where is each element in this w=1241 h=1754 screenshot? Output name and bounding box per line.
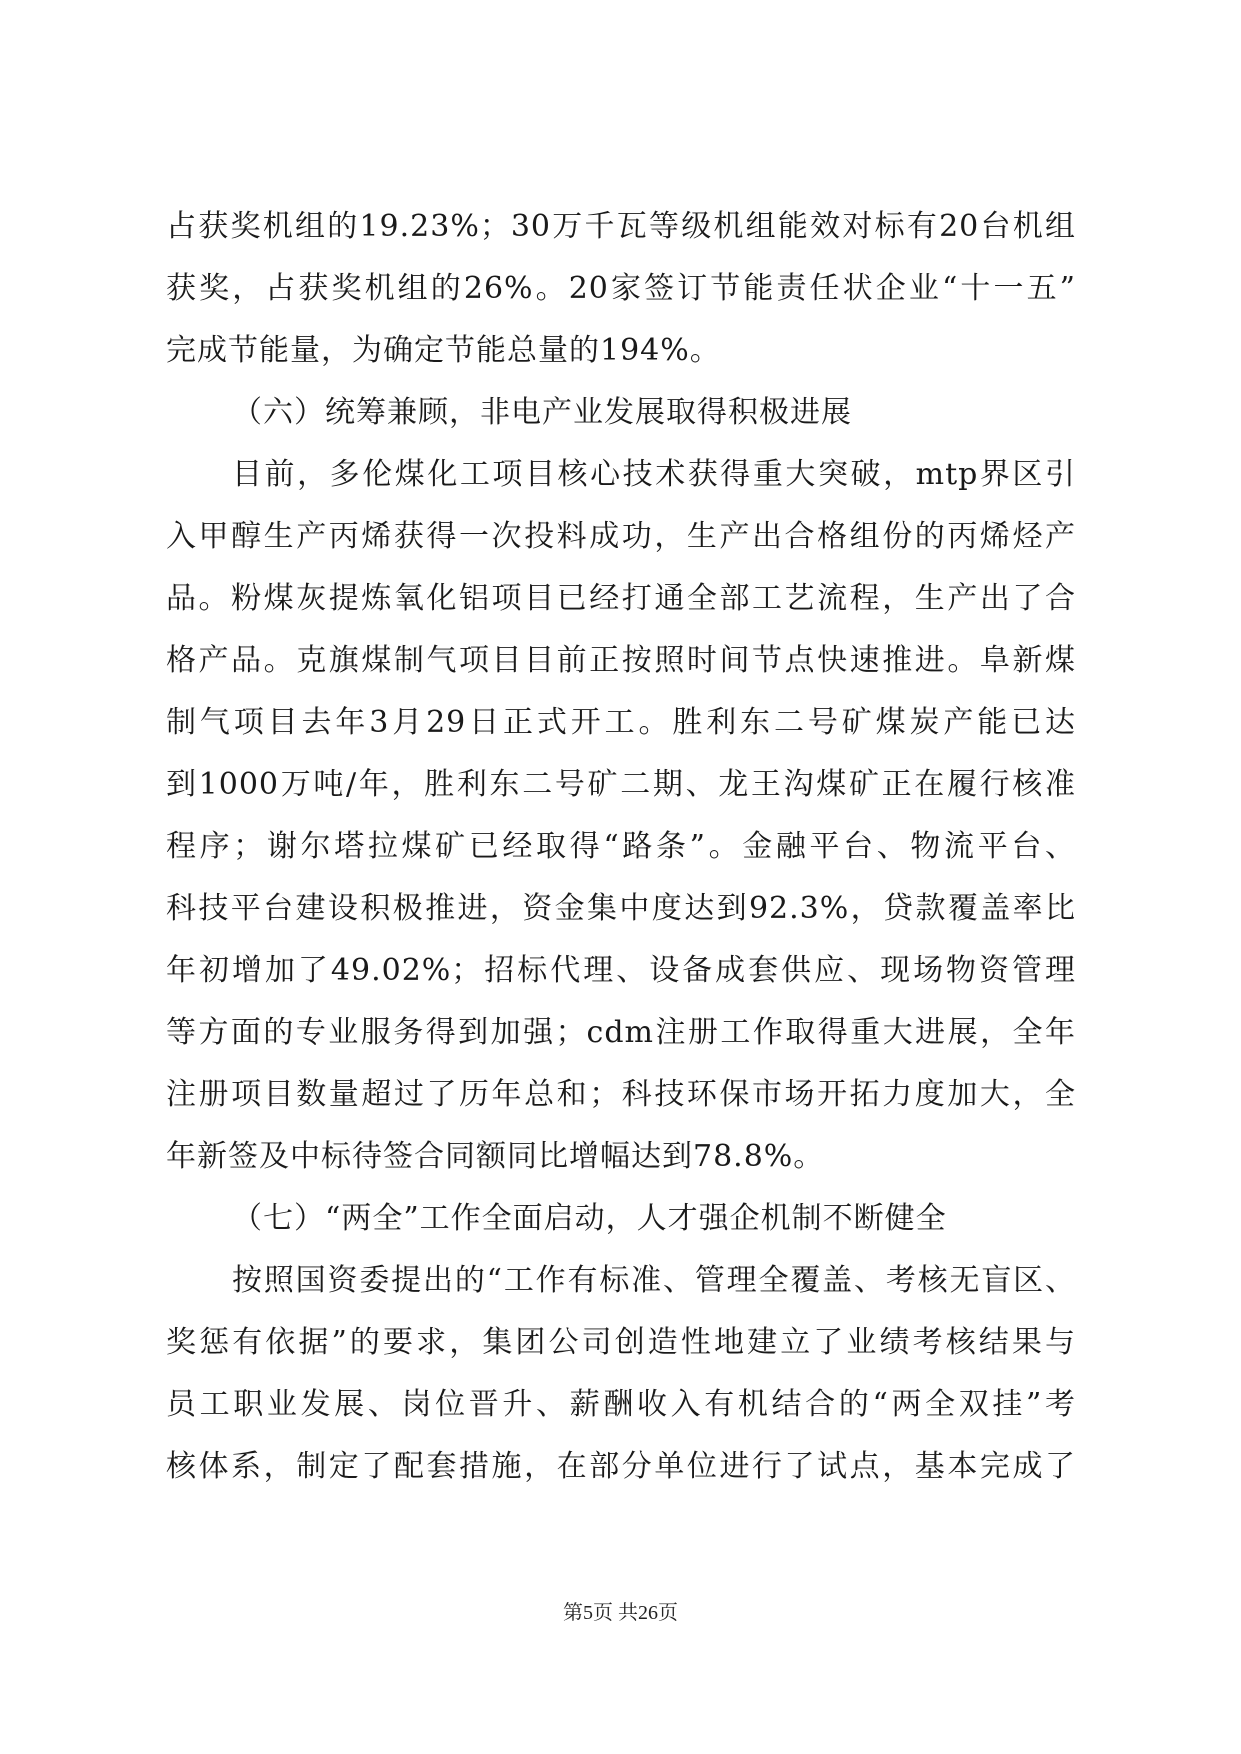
paragraph-line-7: 品。粉煤灰提炼氧化铝项目已经打通全部工艺流程，生产出了合 bbox=[166, 581, 1076, 616]
paragraph-line-21: 核体系，制定了配套措施，在部分单位进行了试点，基本完成了 bbox=[166, 1449, 1076, 1484]
paragraph-line-14: 等方面的专业服务得到加强；cdm注册工作取得重大进展，全年 bbox=[166, 1015, 1076, 1050]
section-heading-7: （七）“两全”工作全面启动，人才强企机制不断健全 bbox=[232, 1201, 947, 1236]
paragraph-line-19: 奖惩有依据”的要求，集团公司创造性地建立了业绩考核结果与 bbox=[166, 1325, 1076, 1360]
paragraph-line-2: 获奖，占获奖机组的26%。20家签订节能责任状企业“十一五” bbox=[166, 271, 1076, 306]
page-number-footer: 第5页 共26页 bbox=[563, 1602, 678, 1624]
paragraph-line-13: 年初增加了49.02%；招标代理、设备成套供应、现场物资管理 bbox=[166, 953, 1076, 988]
paragraph-line-20: 员工职业发展、岗位晋升、薪酬收入有机结合的“两全双挂”考 bbox=[166, 1387, 1076, 1422]
paragraph-line-8: 格产品。克旗煤制气项目目前正按照时间节点快速推进。阜新煤 bbox=[166, 643, 1076, 678]
paragraph-line-9: 制气项目去年3月29日正式开工。胜利东二号矿煤炭产能已达 bbox=[166, 705, 1076, 740]
paragraph-line-3: 完成节能量，为确定节能总量的194%。 bbox=[166, 333, 721, 368]
section-heading-6: （六）统筹兼顾，非电产业发展取得积极进展 bbox=[232, 395, 852, 430]
paragraph-line-15: 注册项目数量超过了历年总和；科技环保市场开拓力度加大，全 bbox=[166, 1077, 1076, 1112]
paragraph-line-1: 占获奖机组的19.23%；30万千瓦等级机组能效对标有20台机组 bbox=[166, 209, 1076, 244]
paragraph-line-6: 入甲醇生产丙烯获得一次投料成功，生产出合格组份的丙烯烃产 bbox=[166, 519, 1076, 554]
paragraph-line-12: 科技平台建设积极推进，资金集中度达到92.3%，贷款覆盖率比 bbox=[166, 891, 1076, 926]
paragraph-line-18: 按照国资委提出的“工作有标准、管理全覆盖、考核无盲区、 bbox=[232, 1263, 1076, 1298]
paragraph-line-11: 程序；谢尔塔拉煤矿已经取得“路条”。金融平台、物流平台、 bbox=[166, 829, 1076, 864]
paragraph-line-10: 到1000万吨/年，胜利东二号矿二期、龙王沟煤矿正在履行核准 bbox=[166, 767, 1076, 802]
paragraph-line-16: 年新签及中标待签合同额同比增幅达到78.8%。 bbox=[166, 1139, 825, 1174]
paragraph-line-5: 目前，多伦煤化工项目核心技术获得重大突破，mtp界区引 bbox=[232, 457, 1076, 492]
